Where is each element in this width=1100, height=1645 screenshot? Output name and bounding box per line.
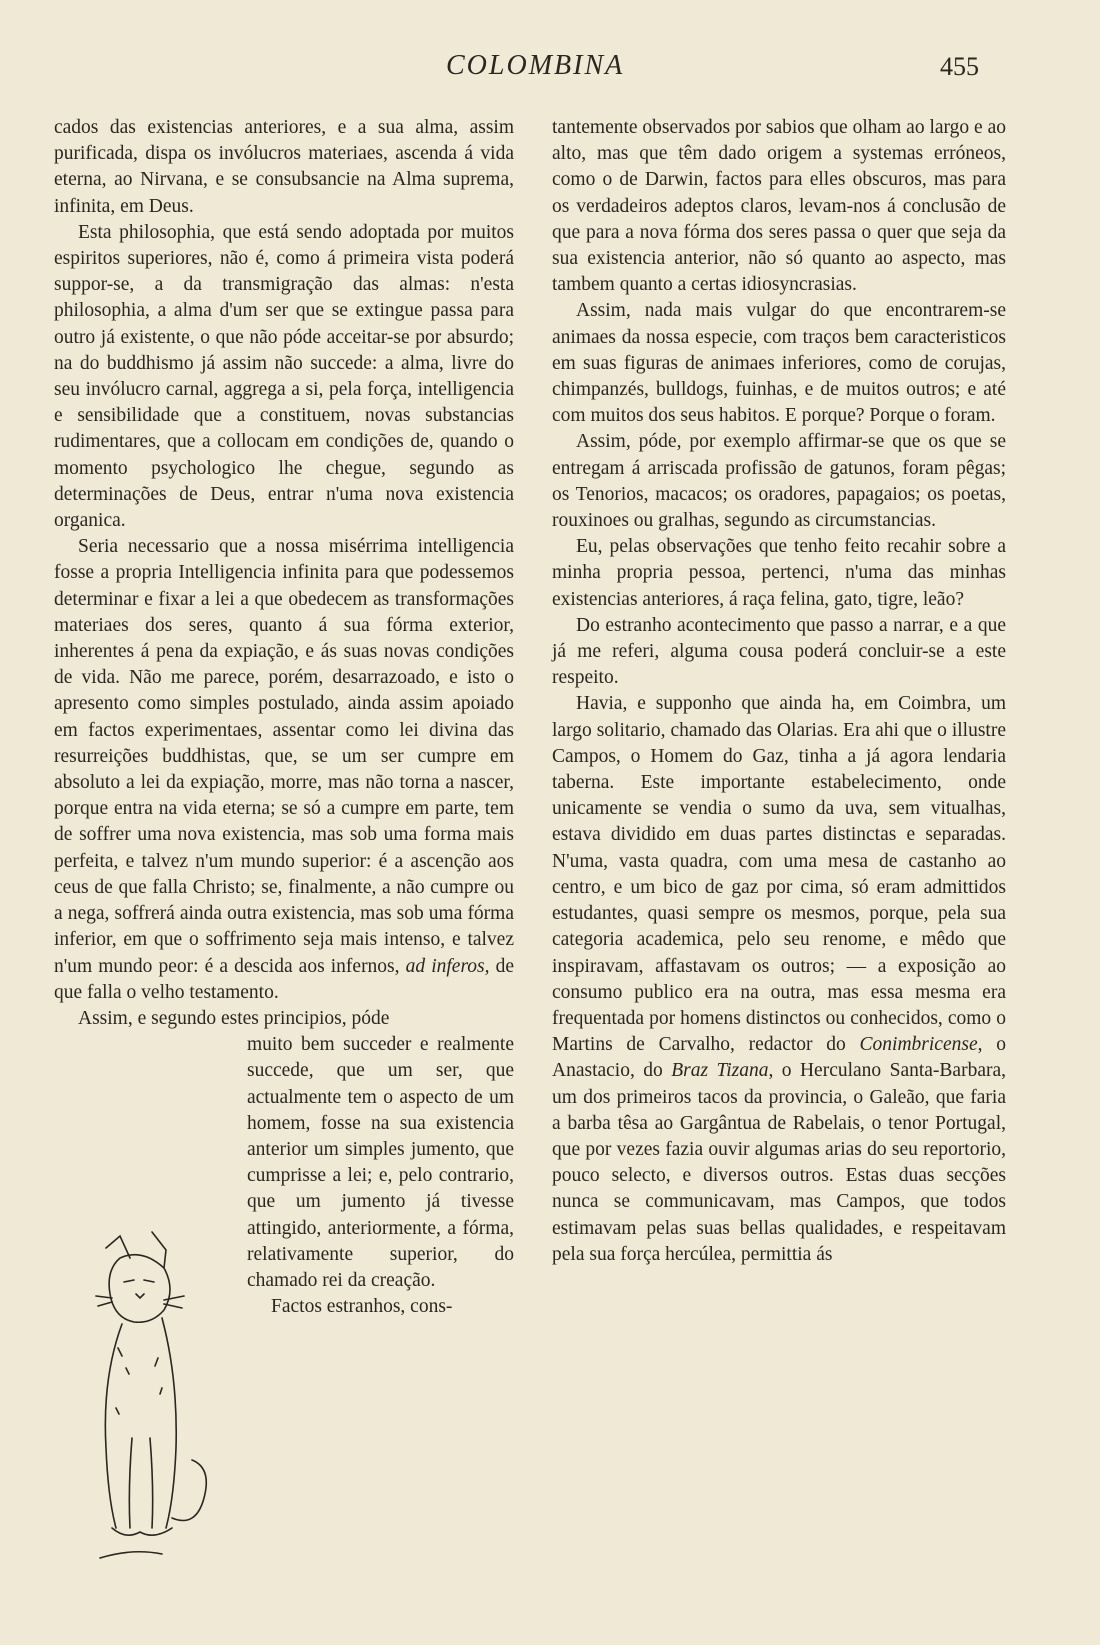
paragraph-wrapped: muito bem succeder e realmente succede, que um ser, que actualmente tem o aspecto de um homem, fosse na sua existencia anterior um simples jumento, que cumprisse a lei; e, pelo contrario, que um jumento já tivesse attingido, anteriormente, a fórma, relativamente superior, do chamado rei da creação. xyxy=(247,1034,514,1291)
paragraph xyxy=(552,691,1006,1267)
paragraph-text: Seria necessario que a nossa misérrima intelligencia fosse a propria Intelligencia infinita para que podessemos determinar e fixar a lei a que obedecem as transformações materiaes dos seres, quanto á sua fórma exterior, inherentes á pena da expiação, e ás suas novas condições de vida. Não me parece, porém, desarrazoado, e isto o apresento como simples postulado, ainda assim apoiado em factos experimentaes, assentar como lei divina das resurreições buddhistas, que, se um ser cumpre em absoluto a lei da expiação, morre, mas não torna a nascer, porque entra na vida eterna; se só a cumpre em parte, tem de soffrer uma nova existencia, mas sob uma forma mais perfeita, e talvez n'um mundo superior: é a ascenção aos ceus de que falla Christo; se, finalmente, a não cumpre ou a nega, soffrerá ainda outra existencia, mas sob uma fórma inferior, em que o soffrimento seja mais intenso, e talvez n'um mundo peor: é a descida aos infernos, xyxy=(54,536,514,977)
page-number: 455 xyxy=(940,52,979,81)
italic-phrase: Braz Tizana xyxy=(671,1060,769,1082)
right-column xyxy=(552,115,1006,1268)
paragraph: Esta philosophia, que está sendo adoptada por muitos espiritos superiores, não é, como á primeira vista poderá suppor-se, a da transmigração das almas: n'esta philosophia, a alma d'um ser que se extingue passa para outro já existente, o que não póde acceitar-se por absurdo; na do buddhismo já assim não succede: a alma, livre do seu invólucro carnal, aggrega a si, pela força, intelligencia e sensibilidade que a constituem, novas substancias rudimentares, que a collocam em condições de, quando o momento psychologico lhe chegue, segundo as determinações de Deus, entrar n'uma nova existencia organica. xyxy=(54,221,514,532)
paragraph: Eu, pelas observações que tenho feito recahir sobre a minha propria pessoa, pertenci, n'uma das minhas existencias anteriores, á raça felina, gato, tigre, leão? xyxy=(552,536,1006,610)
paragraph: Assim, nada mais vulgar do que encontrarem-se animaes da nossa especie, com traços bem caracteristicos em suas figuras de animaes inferiores, como de corujas, chimpanzés, bulldogs, fuinhas, e de muitos outros; e até com muitos dos seus habitos. E porque? Porque o foram. xyxy=(552,300,1006,427)
paragraph-text: de que falla o velho testamento. xyxy=(54,955,515,1003)
paragraph: Assim, e segundo estes principios, póde xyxy=(78,1007,390,1029)
paragraph: Do estranho acontecimento que passo a narrar, e a que já me referi, alguma cousa poderá concluir-se a este respeito. xyxy=(552,614,1006,689)
paragraph: tantemente observados por sabios que olham ao largo e ao alto, mas que têm dado origem a systemas erróneos, como o de Darwin, factos para elles obscuros, mas para os verdadeiros adeptos claros, levam-nos á conclusão de que para a nova fórma dos seres passa o quer que seja da sua existencia anterior, não só quanto ao aspecto, mas tambem quanto a certas idiosyncrasias. xyxy=(552,117,1006,296)
paragraph: cados das existencias anteriores, e a sua alma, assim purificada, dispa os invólucros materiaes, ascenda á vida eterna, ao Nirvana, e se consubsancie na Alma suprema, infinita, em Deus. xyxy=(54,117,514,217)
paragraph-text: , o Anastacio, do xyxy=(552,1034,1006,1082)
running-title: COLOMBINA xyxy=(446,50,625,81)
paragraph-text: , o Herculano Santa-Barbara, um dos primeiros tacos da provincia, o Galeão, que faria a barba têsa ao Gargântua de Rabelais, o tenor Portugal, que por vezes fazia ouvir algumas arias do seu reportorio, pouco selecto, e diversos outros. Estas duas secções nunca se communicavam, mas Campos, que todos estimavam pelas suas bellas qualidades, e respeitavam pela sua força hercúlea, permittia ás xyxy=(552,1060,1006,1265)
italic-phrase: Conimbricense xyxy=(859,1034,978,1056)
page-header xyxy=(0,50,1100,90)
left-column xyxy=(54,115,514,1320)
paragraph: Factos estranhos, cons- xyxy=(271,1296,453,1318)
italic-phrase: ad inferos, xyxy=(405,955,490,977)
paragraph: Assim, póde, por exemplo affirmar-se que os que se entregam á arriscada profissão de gatunos, foram pêgas; os Tenorios, macacos; os oradores, papagaios; os poetas, rouxinoes ou gralhas, segundo as circumstancias. xyxy=(552,431,1006,532)
paragraph-text: Havia, e supponho que ainda ha, em Coimbra, um largo solitario, chamado das Olarias. Era ahi que o illustre Campos, o Homem do Gaz, tinha a já agora lendaria taberna. Este importante estabelecimento, onde unicamente se vendia o sumo da uva, sem vitualhas, estava dividido em duas partes distinctas e separadas. N'uma, vasta quadra, com uma mesa de castanho ao centro, e um bico de gaz por cima, só eram admittidos estudantes, quasi sempre os mesmos, porque, pela sua categoria academica, pelo seu renome, e mêdo que inspiravam, affastavam os outros; — a exposição ao consumo publico era na outra, mas essa mesma era frequentada por homens distinctos ou conhecidos, como o Martins de Carvalho, redactor do xyxy=(552,693,1006,1056)
paragraph xyxy=(54,534,514,1006)
cat-illustration-icon xyxy=(92,1228,220,1566)
